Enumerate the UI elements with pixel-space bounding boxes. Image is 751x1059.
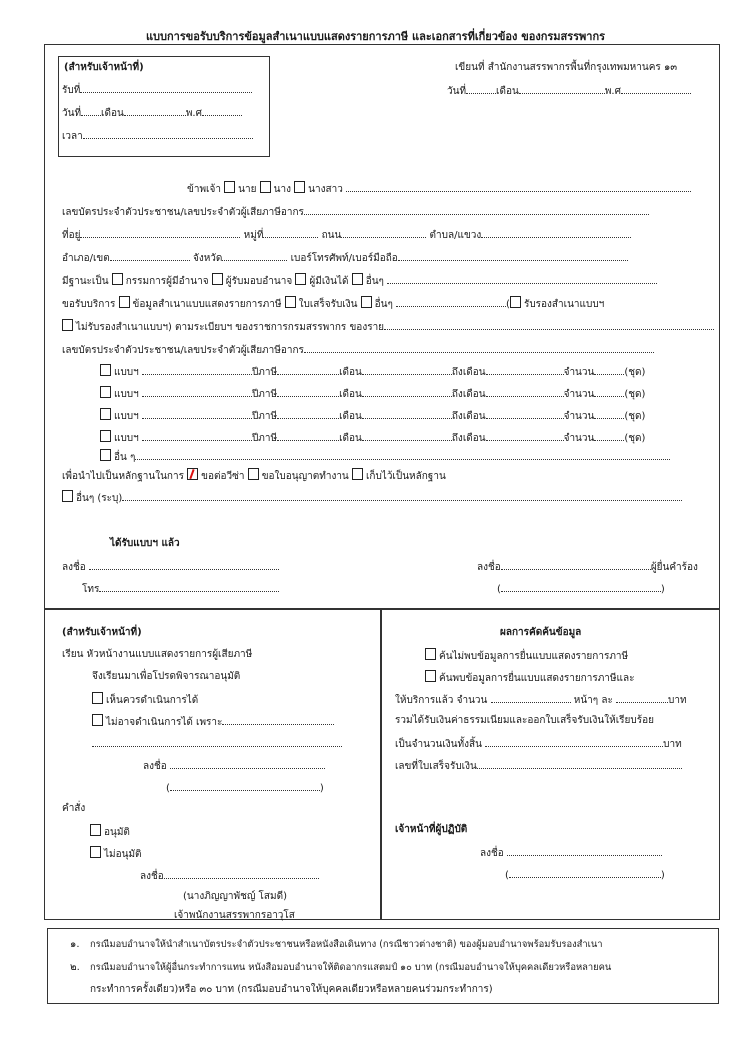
operator-sign-field[interactable] — [480, 845, 662, 861]
month-label: เดือน — [339, 367, 362, 378]
district-row[interactable] — [62, 250, 628, 266]
intake-month-label: เดือน — [101, 108, 124, 119]
unit-label: (ชุด) — [624, 389, 646, 400]
status-proxy-label: ผู้รับมอบอำนาจ — [225, 276, 293, 287]
fee-text: รวมได้รับเงินค่าธรรมเนียมและออกใบเสร็จรับเงินให้เรียบร้อย — [395, 715, 654, 726]
service-other-label: อื่นๆ — [374, 299, 393, 310]
to-month-label: ถึงเดือน — [451, 389, 486, 400]
status-label: มีฐานะเป็น — [62, 276, 109, 287]
qty-label: จำนวน — [563, 411, 595, 422]
disapprove-label: ไม่อนุมัติ — [104, 849, 142, 860]
applicant-sign-field[interactable] — [477, 559, 698, 575]
checkbox-status-other[interactable] — [352, 273, 363, 285]
to-month-dots — [486, 364, 564, 375]
unit-label: (ชุด) — [624, 411, 646, 422]
intake-date-label: วันที่ — [62, 108, 82, 119]
per-page-label: หน้าๆ ละ — [573, 695, 613, 706]
checkbox-service-receipt[interactable] — [285, 296, 296, 308]
note-number: ๒. — [70, 962, 80, 973]
qty-label: จำนวน — [563, 367, 595, 378]
service-row: ขอรับบริการ ข้อมูลสำเนาแบบแสดงรายการภาษี ใบเสร็จรับเงิน อื่นๆ ( รับรองสำเนาแบบฯ — [62, 296, 604, 312]
tax-year-label: ปีภาษี — [251, 411, 278, 422]
province-label: จังหวัด — [192, 253, 223, 264]
road-label: ถนน — [321, 230, 342, 241]
receipt-no-row[interactable] — [395, 758, 682, 774]
intake-time-field[interactable] — [62, 128, 253, 144]
unit-label: (ชุด) — [624, 367, 646, 378]
form-label: แบบฯ — [114, 411, 139, 422]
purpose-label: เพื่อนำไปเป็นหลักฐานในการ — [62, 471, 184, 482]
applicant-id-label: เลขบัตรประจำตัวประชาชน/เลขประจำตัวผู้เสียภาษีอากร — [62, 207, 304, 218]
certify-label: รับรองสำเนาแบบฯ — [523, 299, 605, 310]
purpose-visa-label: ขอต่อวีซ่า — [201, 471, 245, 482]
officer-sign-field[interactable] — [143, 758, 325, 774]
subdistrict-label: ตำบล/แขวง — [429, 230, 482, 241]
written-date-field[interactable] — [447, 83, 691, 99]
note-text: กรณีมอบอำนาจให้ผู้อื่นกระทำการแทน หนังสือมอบอำนาจให้ติดอากรแสตมป์ ๑๐ บาท (กรณีมอบอำนาจให้บุคคลเดียวหรือหลายคน — [90, 962, 612, 973]
operator-heading: เจ้าหน้าที่ผู้ปฏิบัติ — [395, 824, 468, 835]
checkbox-mr[interactable] — [224, 181, 235, 193]
approve-label: อนุมัติ — [104, 827, 130, 838]
month-label: เดือน — [339, 433, 362, 444]
month-dots — [362, 430, 452, 441]
address-row[interactable] — [62, 227, 631, 243]
tax-year-label: ปีภาษี — [251, 367, 278, 378]
address-label: ที่อยู่ — [62, 230, 81, 241]
document-title: แบบการขอรับบริการข้อมูลสำเนาแบบแสดงรายการภาษี และเอกสารที่เกี่ยวข้อง ของกรมสรรพากร — [145, 30, 606, 43]
to-month-dots — [486, 430, 564, 441]
officer-request: จึงเรียนมาเพื่อโปรดพิจารณาอนุมัติ — [92, 671, 241, 682]
operator-name-bracket[interactable]: ( ) — [505, 867, 665, 883]
not-found-label: ค้นไม่พบข้อมูลการยื่นแบบแสดงรายการภาษี — [439, 651, 629, 662]
officer-sign-label: ลงชื่อ — [143, 761, 167, 772]
other-form-row[interactable] — [100, 449, 670, 465]
cannot-proceed-label: ไม่อาจดำเนินการได้ เพราะ — [106, 717, 223, 728]
unit-label: (ชุด) — [624, 433, 646, 444]
applicant-role-label: ผู้ยื่นคำร้อง — [650, 562, 698, 573]
served-qty-row[interactable] — [395, 692, 687, 708]
to-month-label: ถึงเดือน — [451, 433, 486, 444]
checkbox-other-form[interactable] — [100, 449, 111, 461]
to-month-dots — [486, 386, 564, 397]
checkbox-form-row[interactable] — [100, 386, 111, 398]
form-row[interactable] — [100, 386, 645, 402]
checkbox-purpose-visa[interactable] — [187, 468, 198, 480]
form-dots — [142, 364, 252, 375]
form-dots — [142, 430, 252, 441]
month-label: เดือน — [339, 389, 362, 400]
checkbox-no-certify[interactable] — [62, 319, 73, 331]
district-label: อำเภอ/เขต — [62, 253, 110, 264]
officer-name-bracket[interactable]: ( ) — [166, 780, 324, 796]
search-result-heading: ผลการคัดค้นข้อมูล — [500, 627, 582, 638]
status-row — [62, 273, 657, 289]
to-month-label: ถึงเดือน — [451, 367, 486, 378]
form-dots — [142, 386, 252, 397]
note-item-1 — [70, 938, 603, 952]
operator-sign-label: ลงชื่อ — [480, 848, 504, 859]
served-qty-label: ให้บริการแล้ว จำนวน — [395, 695, 488, 706]
officer-box-heading: (สำหรับเจ้าหน้าที่) — [64, 62, 144, 73]
moo-label: หมู่ที่ — [243, 230, 264, 241]
officer-section-divider — [380, 608, 382, 920]
written-at: เขียนที่ สำนักงานสรรพากรพื้นที่กรุงเทพมหานคร ๑๓ — [455, 62, 678, 73]
note-text: กรณีมอบอำนาจให้นำสำเนาบัตรประจำตัวประชาชนหรือหนังสือเดินทาง (กรณีชาวต่างชาติ) ของผู้มอบอำนาจพร้อมรับรองสำเนา — [90, 939, 603, 950]
service-label: ขอรับบริการ — [62, 299, 116, 310]
qty-label: จำนวน — [563, 433, 595, 444]
service-receipt-label: ใบเสร็จรับเงิน — [298, 299, 358, 310]
applicant-name-field[interactable] — [187, 181, 691, 197]
form-row[interactable] — [100, 408, 645, 424]
applicant-id-label-2: เลขบัตรประจำตัวประชาชน/เลขประจำตัวผู้เสียภาษีอากร — [62, 345, 304, 356]
checkbox-form-row[interactable] — [100, 430, 111, 442]
checkbox-approve[interactable] — [90, 824, 101, 836]
option-cannot-row[interactable] — [92, 714, 334, 730]
baht-label: บาท — [668, 695, 687, 706]
to-month-dots — [486, 408, 564, 419]
option-proceed-row — [92, 692, 198, 708]
checkbox-purpose-work-permit[interactable] — [248, 468, 259, 480]
tax-year-label: ปีภาษี — [251, 389, 278, 400]
intake-date-field[interactable] — [62, 105, 242, 121]
approver-sign-field[interactable] — [140, 868, 319, 884]
purpose-other-row[interactable] — [62, 490, 682, 506]
purpose-other-label: อื่นๆ (ระบุ) — [76, 493, 123, 504]
form-label: แบบฯ — [114, 367, 139, 378]
note-item-2-cont: กระทำการครั้งเดียว)หรือ ๓๐ บาท (กรณีมอบอำนาจให้บุคคลเดียวหรือหลายคนร่วมกระทำการ) — [90, 984, 493, 995]
no-certify-row — [62, 319, 714, 335]
applicant-id-field-2[interactable] — [62, 342, 654, 358]
tax-year-dots — [277, 386, 339, 397]
no-certify-label: ไม่รับรองสำเนาแบบฯ) — [76, 322, 172, 333]
receiver-sign-label: ลงชื่อ — [62, 562, 86, 573]
checkbox-status-earner[interactable] — [295, 273, 306, 285]
checkbox-service-other[interactable] — [361, 296, 372, 308]
approve-row — [90, 824, 130, 840]
written-year-label: พ.ศ — [604, 86, 621, 97]
checkbox-proceed[interactable] — [92, 692, 103, 704]
proceed-label: เห็นควรดำเนินการได้ — [106, 695, 199, 706]
checkbox-not-found[interactable] — [425, 648, 436, 660]
purpose-row — [62, 468, 446, 484]
receiver-sign-field[interactable] — [62, 559, 279, 575]
status-earner-label: ผู้มีเงินได้ — [309, 276, 349, 287]
receiver-phone-field[interactable] — [82, 581, 279, 597]
checkbox-mrs[interactable] — [260, 181, 271, 193]
i-label: ข้าพเจ้า — [187, 184, 221, 195]
form-dots — [142, 408, 252, 419]
checkbox-certify[interactable] — [510, 296, 521, 308]
phone-label: เบอร์โทรศัพท์/เบอร์มือถือ — [290, 253, 398, 264]
intake-time-label: เวลา — [62, 131, 83, 142]
checkbox-form-row[interactable] — [100, 364, 111, 376]
status-director-label: กรรมการผู้มีอำนาจ — [125, 276, 209, 287]
month-dots — [362, 386, 452, 397]
written-date-label: วันที่ — [447, 86, 467, 97]
checkbox-miss[interactable] — [294, 181, 305, 193]
reason-continuation[interactable] — [92, 736, 342, 752]
total-label: เป็นจำนวนเงินทั้งสิ้น — [395, 739, 482, 750]
officer-to: เรียน หัวหน้างานแบบแสดงรายการผู้เสียภาษี — [62, 649, 253, 660]
tax-year-dots — [277, 430, 339, 441]
receiver-phone-label: โทร — [82, 584, 100, 595]
checkbox-cannot-proceed[interactable] — [92, 714, 103, 726]
written-month-label: เดือน — [496, 86, 519, 97]
total-row[interactable] — [395, 736, 682, 752]
note-item-2 — [70, 961, 611, 975]
month-dots — [362, 408, 452, 419]
title-miss-label: นางสาว — [308, 184, 343, 195]
to-month-label: ถึงเดือน — [451, 411, 486, 422]
not-found-row — [425, 648, 628, 664]
found-label: ค้นพบข้อมูลการยื่นแบบแสดงรายการภาษีและ — [439, 673, 635, 684]
form-label: แบบฯ — [114, 433, 139, 444]
form-row[interactable] — [100, 364, 645, 380]
received-no-label: รับที่ — [62, 85, 81, 96]
service-copy-label: ข้อมูลสำเนาแบบแสดงรายการภาษี — [132, 299, 282, 310]
purpose-evidence-label: เก็บไว้เป็นหลักฐาน — [365, 471, 446, 482]
qty-dots — [594, 430, 624, 441]
checkbox-form-row[interactable] — [100, 408, 111, 420]
checkbox-purpose-other[interactable] — [62, 490, 73, 502]
other-form-label: อื่น ๆ — [114, 452, 136, 463]
checkbox-purpose-evidence[interactable] — [352, 468, 363, 480]
officer-section-heading: (สำหรับเจ้าหน้าที่) — [62, 627, 142, 638]
approver-position: เจ้าพนักงานสรรพากรอาวุโส — [174, 910, 295, 921]
applicant-id-field[interactable] — [62, 204, 649, 220]
baht-label-2: บาท — [663, 739, 682, 750]
tax-year-dots — [277, 364, 339, 375]
form-label: แบบฯ — [114, 389, 139, 400]
month-dots — [362, 364, 452, 375]
applicant-name-bracket[interactable]: ( ) — [497, 581, 665, 597]
note-number: ๑. — [70, 939, 80, 950]
found-row — [425, 670, 634, 686]
checkbox-found[interactable] — [425, 670, 436, 682]
checkbox-disapprove[interactable] — [90, 846, 101, 858]
intake-year-label: พ.ศ — [185, 108, 202, 119]
purpose-work-permit-label: ขอใบอนุญาตทำงาน — [261, 471, 349, 482]
checkbox-status-director[interactable] — [112, 273, 123, 285]
checkbox-status-proxy[interactable] — [212, 273, 223, 285]
form-row[interactable] — [100, 430, 645, 446]
qty-label: จำนวน — [563, 389, 595, 400]
checkbox-service-copy[interactable] — [119, 296, 130, 308]
approver-sign-label: ลงชื่อ — [140, 871, 164, 882]
tax-year-dots — [277, 408, 339, 419]
received-no-field[interactable] — [62, 82, 252, 98]
status-other-label: อื่นๆ — [365, 276, 384, 287]
qty-dots — [594, 364, 624, 375]
regulation-text: ตามระเบียบฯ ของราชการกรมสรรพากร ของราย — [175, 322, 385, 333]
qty-dots — [594, 386, 624, 397]
received-form-heading: ได้รับแบบฯ แล้ว — [110, 538, 180, 549]
month-label: เดือน — [339, 411, 362, 422]
applicant-sign-label: ลงชื่อ — [477, 562, 501, 573]
tax-year-label: ปีภาษี — [251, 433, 278, 444]
disapprove-row — [90, 846, 142, 862]
order-label: คำสั่ง — [62, 803, 86, 814]
approver-name: (นางภิญญาพัชญ์ โสมดี) — [183, 891, 288, 902]
title-mrs-label: นาง — [273, 184, 291, 195]
receipt-no-label: เลขที่ใบเสร็จรับเงิน — [395, 761, 477, 772]
qty-dots — [594, 408, 624, 419]
title-mr-label: นาย — [238, 184, 257, 195]
